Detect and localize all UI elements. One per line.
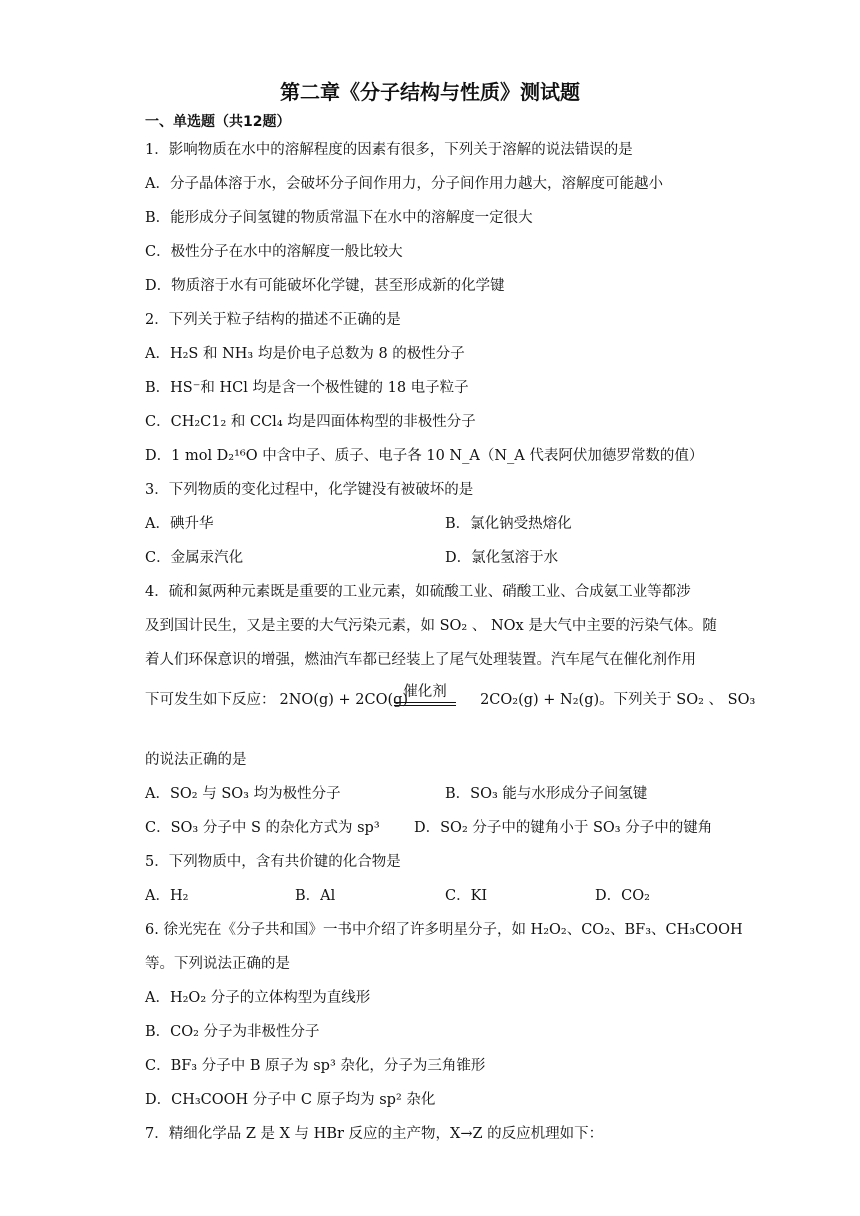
question-2-option-a: A．H₂S 和 NH₃ 均是价电子总数为 8 的极性分子: [145, 346, 465, 362]
question-4-line-5: 的说法正确的是: [145, 752, 247, 768]
question-4-line-2: 及到国计民生，又是主要的大气污染元素，如 SO₂ 、 NOx 是大气中主要的污染气体。随: [145, 618, 717, 634]
question-3-option-d: D．氯化氢溶于水: [445, 550, 559, 566]
question-4-option-d: D．SO₂ 分子中的键角小于 SO₃ 分子中的键角: [414, 820, 713, 836]
question-1-stem: 1．影响物质在水中的溶解程度的因素有很多，下列关于溶解的说法错误的是: [145, 142, 633, 158]
question-5-stem: 5．下列物质中，含有共价键的化合物是: [145, 854, 401, 870]
question-2-option-b: B．HS⁻和 HCl 均是含一个极性键的 18 电子粒子: [145, 380, 469, 396]
question-3-option-c: C．金属汞汽化: [145, 550, 244, 566]
question-1-option-a: A．分子晶体溶于水，会破坏分子间作用力，分子间作用力越大，溶解度可能越小: [145, 176, 663, 192]
catalyst-label: 催化剂: [403, 684, 447, 700]
equation-left-side: 2NO(g) + 2CO(g): [279, 692, 409, 708]
question-4-line-4-suffix: 。下列关于 SO₂ 、 SO₃: [599, 692, 756, 708]
question-6-line-1: 6. 徐光宪在《分子共和国》一书中介绍了许多明星分子，如 H₂O₂、CO₂、BF₃、CH₃COOH: [145, 922, 743, 938]
question-6-line-2: 等。下列说法正确的是: [145, 956, 290, 972]
equal-line-top: [394, 702, 456, 703]
question-2-option-c: C．CH₂C1₂ 和 CCl₄ 均是四面体构型的非极性分子: [145, 414, 476, 430]
question-5-option-a: A．H₂: [145, 888, 189, 904]
question-3-option-a: A．碘升华: [145, 516, 214, 532]
page-title: 第二章《分子结构与性质》测试题: [280, 80, 580, 104]
question-6-option-c: C．BF₃ 分子中 B 原子为 sp³ 杂化，分子为三角锥形: [145, 1058, 486, 1074]
question-1-option-b: B．能形成分子间氢键的物质常温下在水中的溶解度一定很大: [145, 210, 533, 226]
section-heading: 一、单选题（共12题）: [145, 114, 291, 130]
question-5-option-c: C．KI: [445, 888, 488, 904]
question-6-option-b: B．CO₂ 分子为非极性分子: [145, 1024, 320, 1040]
question-2-stem: 2．下列关于粒子结构的描述不正确的是: [145, 312, 401, 328]
question-4-line-3: 着人们环保意识的增强，燃油汽车都已经装上了尾气处理装置。汽车尾气在催化剂作用: [145, 652, 696, 668]
question-3-option-b: B．氯化钠受热熔化: [445, 516, 572, 532]
question-1-option-d: D．物质溶于水有可能破坏化学键，甚至形成新的化学键: [145, 278, 505, 294]
question-4-line-1: 4．硫和氮两种元素既是重要的工业元素，如硫酸工业、硝酸工业、合成氨工业等都涉: [145, 584, 691, 600]
question-4-option-a: A．SO₂ 与 SO₃ 均为极性分子: [145, 786, 341, 802]
equal-line-bottom: [394, 705, 456, 706]
question-4-option-b: B．SO₃ 能与水形成分子间氢键: [445, 786, 648, 802]
equation-right-side: 2CO₂(g) + N₂(g): [480, 692, 600, 708]
question-6-option-d: D．CH₃COOH 分子中 C 原子均为 sp² 杂化: [145, 1092, 436, 1108]
question-4-option-c: C．SO₃ 分子中 S 的杂化方式为 sp³: [145, 820, 380, 836]
question-1-option-c: C．极性分子在水中的溶解度一般比较大: [145, 244, 403, 260]
question-5-option-b: B．Al: [295, 888, 336, 904]
question-2-option-d: D．1 mol D₂¹⁶O 中含中子、质子、电子各 10 N_A（N_A 代表阿伏加德罗常数的值）: [145, 448, 704, 464]
question-3-stem: 3．下列物质的变化过程中，化学键没有被破坏的是: [145, 482, 474, 498]
question-5-option-d: D．CO₂: [595, 888, 650, 904]
question-7-stem: 7．精细化学品 Z 是 X 与 HBr 反应的主产物，X→Z 的反应机理如下：: [145, 1126, 604, 1142]
question-6-option-a: A．H₂O₂ 分子的立体构型为直线形: [145, 990, 371, 1006]
question-4-line-4-prefix: 下可发生如下反应：: [145, 692, 276, 708]
